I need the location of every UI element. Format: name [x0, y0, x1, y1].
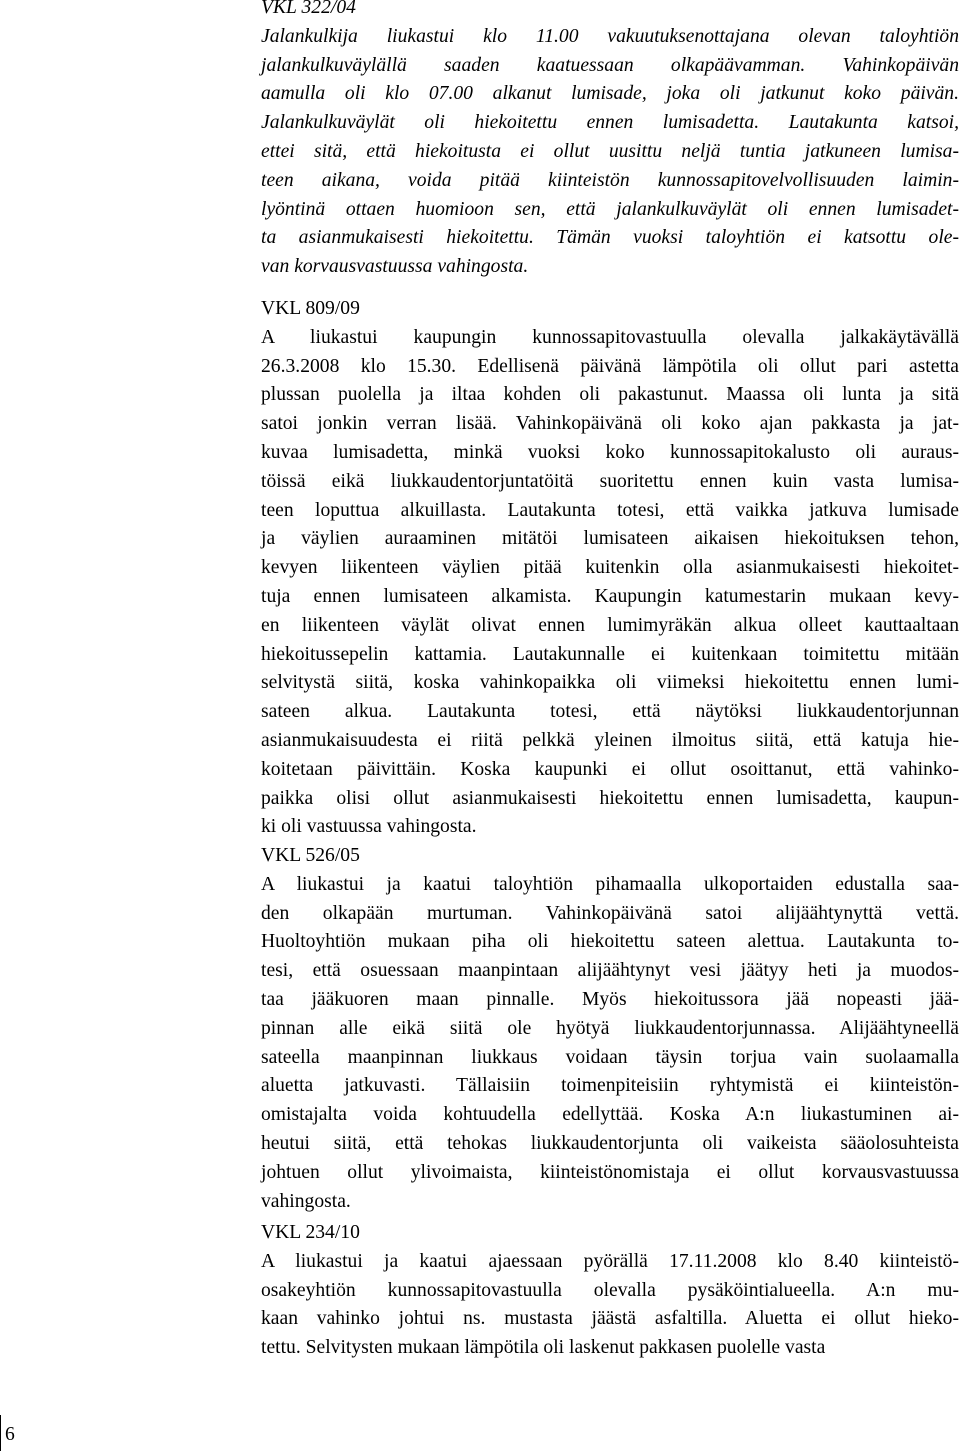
- text-line: Jalankulkija liukastui klo 11.00 vakuutuksenottajana olevan taloyhtiön: [261, 25, 959, 47]
- page-number: 6: [0, 1421, 15, 1449]
- text-line: ettei sitä, että hiekoitusta ei ollut uusittu neljä tuntia jatkuneen lumisa-: [261, 140, 959, 162]
- text-line: A liukastui ja kaatui taloyhtiön pihamaalla ulkoportaiden edustalla saa-: [261, 873, 959, 895]
- text-line: ki oli vastuussa vahingosta.: [261, 816, 477, 838]
- text-line: teen loputtua alkuillasta. Lautakunta totesi, että vaikka jatkuva lumisade: [261, 499, 959, 521]
- text-line: den olkapään murtuman. Vahinkopäivänä satoi alijäähtynyttä vettä.: [261, 902, 959, 924]
- case-section: [261, 0, 959, 282]
- case-section: [261, 842, 959, 1216]
- text-line: sateella maanpinnan liukkaus voidaan täysin torjua vain suolaamalla: [261, 1046, 959, 1068]
- text-line: aamulla oli klo 07.00 alkanut lumisade, joka oli jatkunut koko päivän.: [261, 83, 959, 105]
- text-line: tuja ennen lumisateen alkamista. Kaupungin katumestarin mukaan kevy-: [261, 585, 959, 607]
- text-line: teen aikana, voida pitää kiinteistön kunnossapitovelvollisuuden laimin-: [261, 169, 959, 191]
- text-line: pinnan alle eikä siitä ole hyötyä liukkaudentorjunnassa. Alijäähtyneellä: [261, 1017, 959, 1039]
- case-section: [261, 1219, 959, 1363]
- text-line: taa jääkuoren maan pinnalle. Myös hiekoitussora jää nopeasti jää-: [261, 988, 959, 1010]
- case-heading: VKL 234/10: [261, 1222, 360, 1243]
- text-line: Jalankulkuväylät oli hiekoitettu ennen lumisadetta. Lautakunta katsoi,: [261, 112, 959, 134]
- text-line: Huoltoyhtiön mukaan piha oli hiekoitettu sateen alettua. Lautakunta to-: [261, 931, 959, 953]
- text-line: A liukastui kaupungin kunnossapitovastuulla olevalla jalkakäytävällä: [261, 326, 959, 348]
- text-line: kevyen liikenteen väylien pitää kuitenkin olla asianmukaisesti hiekoitet-: [261, 557, 959, 579]
- case-section: [261, 295, 959, 842]
- case-heading: VKL 322/04: [261, 0, 356, 18]
- text-line: heutui siitä, että tehokas liukkaudentorjunta oli vaikeista sääolosuhteista: [261, 1132, 959, 1154]
- text-line: hiekoitussepelin kattamia. Lautakunnalle ei kuitenkaan toimitettu mitään: [261, 643, 959, 665]
- text-line: 26.3.2008 klo 15.30. Edellisenä päivänä lämpötila oli ollut pari astetta: [261, 355, 959, 377]
- text-line: en liikenteen väylät olivat ennen lumimyräkän alkua olleet kauttaaltaan: [261, 614, 959, 636]
- case-heading: VKL 809/09: [261, 298, 360, 319]
- text-line: asianmukaisuudesta ei riitä pelkkä yleinen ilmoitus siitä, että katuja hie-: [261, 729, 959, 751]
- text-line: lyöntinä ottaen huomioon sen, että jalankulkuväylät oli ennen lumisadet-: [261, 198, 959, 220]
- text-line: A liukastui ja kaatui ajaessaan pyörällä 17.11.2008 klo 8.40 kiinteistö-: [261, 1250, 959, 1272]
- text-line: osakeyhtiön kunnossapitovastuulla olevalla pysäköintialueella. A:n mu-: [261, 1279, 959, 1301]
- text-line: aluetta jatkuvasti. Tällaisiin toimenpiteisiin ryhtymistä ei kiinteistön-: [261, 1075, 959, 1097]
- text-line: töissä eikä liukkaudentorjuntatöitä suoritettu ennen kuin vasta lumisa-: [261, 470, 959, 492]
- text-line: ja väylien auraaminen mitätöi lumisateen aikaisen hiekoituksen tehon,: [261, 528, 959, 550]
- text-line: johtuen ollut ylivoimaista, kiinteistönomistaja ei ollut korvausvastuussa: [261, 1161, 959, 1183]
- text-line: selvitystä siitä, koska vahinkopaikka oli viimeksi hiekoitettu ennen lumi-: [261, 672, 959, 694]
- text-line: paikka olisi ollut asianmukaisesti hiekoitettu ennen lumisadetta, kaupun-: [261, 787, 959, 809]
- text-line: jalankulkuväylällä saaden kaatuessaan olkapäävamman. Vahinkopäivän: [261, 54, 959, 76]
- text-line: ta asianmukaisesti hiekoitettu. Tämän vuoksi taloyhtiön ei katsottu ole-: [261, 227, 959, 249]
- text-line: koitetaan päivittäin. Koska kaupunki ei ollut osoittanut, että vahinko-: [261, 758, 959, 780]
- text-line: sateen alkua. Lautakunta totesi, että näytöksi liukkaudentorjunnan: [261, 701, 959, 723]
- text-line: tettu. Selvitysten mukaan lämpötila oli laskenut pakkasen puolelle vasta: [261, 1337, 826, 1359]
- text-line: kaan vahinko johtui ns. mustasta jäästä asfaltilla. Aluetta ei ollut hieko-: [261, 1308, 959, 1330]
- case-heading: VKL 526/05: [261, 845, 360, 866]
- text-line: tesi, että osuessaan maanpintaan alijäähtynyt vesi jäätyy heti ja muodos-: [261, 960, 959, 982]
- text-line: omistajalta voida kohtuudella edellyttää. Koska A:n liukastuminen ai-: [261, 1104, 959, 1126]
- text-line: plussan puolella ja iltaa kohden oli pakastunut. Maassa oli lunta ja sitä: [261, 384, 959, 406]
- text-line: kuvaa lumisadetta, minkä vuoksi koko kunnossapitokalusto oli auraus-: [261, 441, 959, 463]
- text-line: vahingosta.: [261, 1190, 351, 1212]
- text-line: van korvausvastuussa vahingosta.: [261, 256, 529, 278]
- text-line: satoi jonkin verran lisää. Vahinkopäivänä oli koko ajan pakkasta ja jat-: [261, 413, 959, 435]
